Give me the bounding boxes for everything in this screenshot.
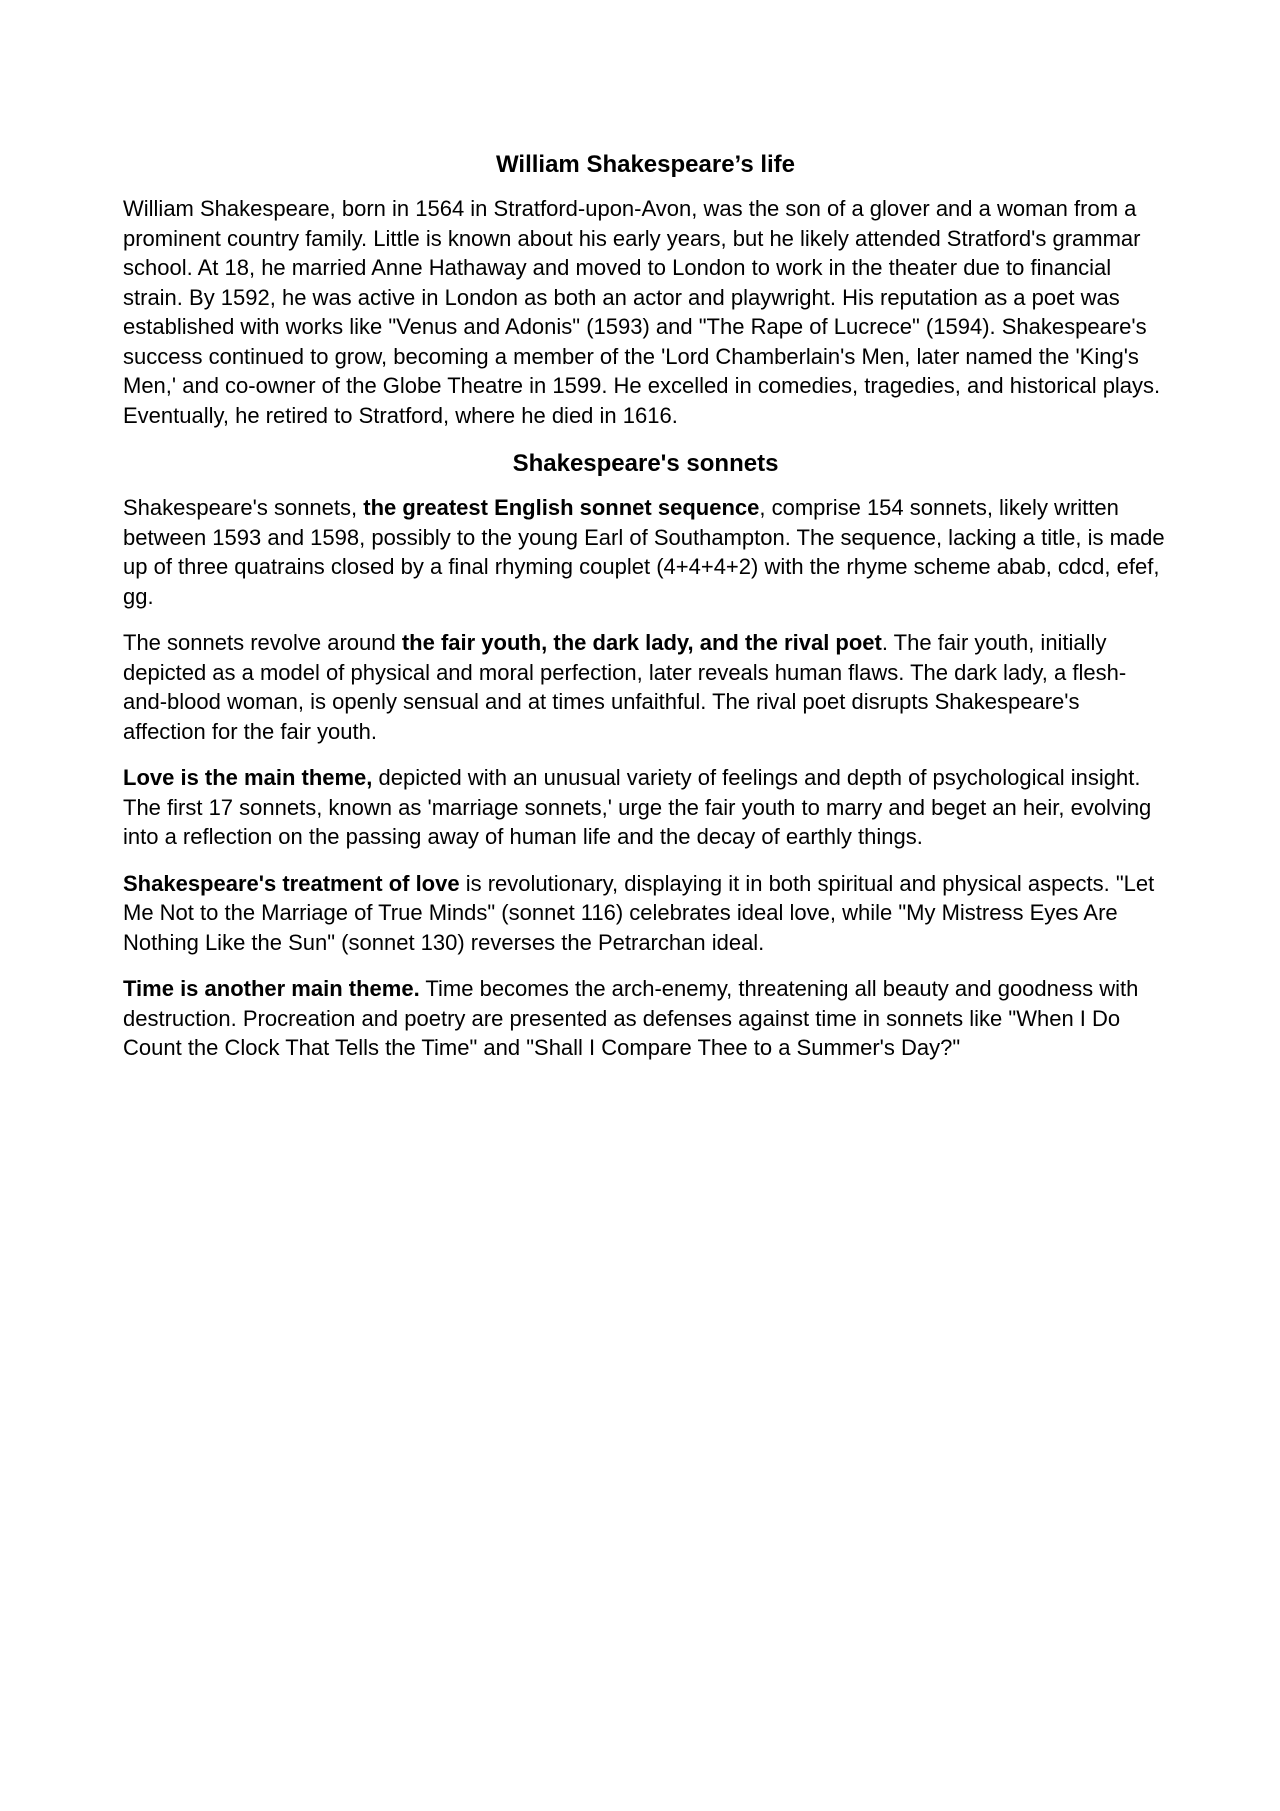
bold-run: the greatest English sonnet sequence: [363, 495, 760, 520]
text-run: , comprise 154 sonnets, likely written between 1593 and 1598, possibly to the young Earl of Southampton. The sequence, lacking a title, is made up of three quatrains closed by a final rhyming couplet (4+4+4+2) with the rhyme scheme abab, cdcd, efef, gg.: [123, 495, 1165, 609]
time-theme-paragraph: [123, 974, 1168, 1063]
text-run: depicted with an unusual variety of feelings and depth of psychological insight. The first 17 sonnets, known as 'marriage sonnets,' urge the fair youth to marry and beget an heir, evolving into a reflection on the passing away of human life and the decay of earthly things.: [123, 765, 1152, 849]
bold-run: the fair youth, the dark lady, and the rival poet: [401, 630, 882, 655]
sonnets-intro-paragraph: [123, 493, 1168, 611]
text-run: Shakespeare's sonnets,: [123, 495, 364, 520]
bold-run: Love is the main theme,: [123, 765, 373, 790]
life-paragraph: William Shakespeare, born in 1564 in Stratford-upon-Avon, was the son of a glover and a woman from a prominent country family. Little is known about his early years, but he likely attended Stratford's grammar school. At 18, he married Anne Hathaway and moved to London to work in the theater due to financial strain. By 1592, he was active in London as both an actor and playwright. His reputation as a poet was established with works like "Venus and Adonis" (1593) and "The Rape of Lucrece" (1594). Shakespeare's success continued to grow, becoming a member of the 'Lord Chamberlain's Men, later named the 'King's Men,' and co-owner of the Globe Theatre in 1599. He excelled in comedies, tragedies, and historical plays. Eventually, he retired to Stratford, where he died in 1616.: [123, 196, 1161, 428]
text-run: Time becomes the arch-enemy, threatening all beauty and goodness with destruction. Procreation and poetry are presented as defenses against time in sonnets like "When I Do Count the Clock That Tells the Time" and "Shall I Compare Thee to a Summer's Day?": [123, 976, 1139, 1060]
life-heading: William Shakespeare’s life: [495, 151, 796, 178]
text-run: . The fair youth, initially depicted as a model of physical and moral perfection, later reveals human flaws. The dark lady, a flesh-and-blood woman, is openly sensual and at times unfaithful. The rival poet disrupts Shakespeare's affection for the fair youth.: [123, 630, 1127, 744]
text-run: The sonnets revolve around: [123, 630, 402, 655]
love-theme-paragraph: [123, 763, 1168, 852]
bold-run: Shakespeare's treatment of love: [123, 870, 460, 896]
bold-run: Time is another main theme.: [123, 976, 420, 1001]
text-run: is revolutionary, displaying it in both spiritual and physical aspects. "Let Me Not to the Marriage of True Minds" (sonnet 116) celebrates ideal love, while "My Mistress Eyes Are Nothing Like the Sun" (sonnet 130) reverses the Petrarchan ideal.: [123, 870, 1155, 955]
love-treatment-paragraph: [123, 869, 1168, 958]
document-page: [123, 150, 1168, 1080]
sonnets-heading: Shakespeare's sonnets: [512, 450, 779, 477]
characters-paragraph: [123, 628, 1168, 746]
